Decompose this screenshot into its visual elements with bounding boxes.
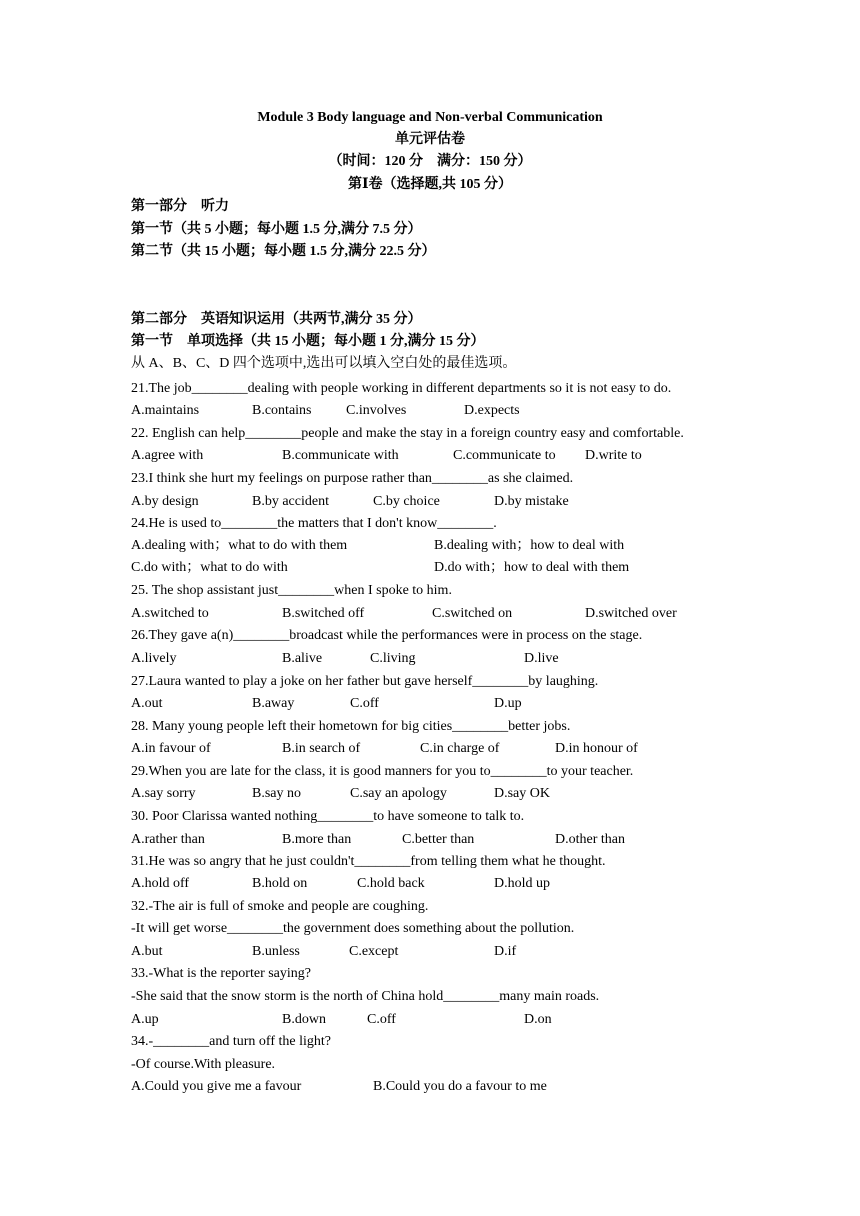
- option-b: B.switched off: [282, 606, 365, 621]
- option-b: B.hold on: [252, 876, 308, 891]
- part2-section1-heading: 第一节 单项选择（共 15 小题；每小题 1 分,满分 15 分）: [131, 334, 485, 349]
- option-d: D.say OK: [494, 786, 550, 801]
- option-d: D.on: [524, 1012, 552, 1027]
- question-stem: 31.He was so angry that he just couldn't________from telling them what he thought.: [131, 854, 606, 869]
- option-d: D.do with；how to deal with them: [434, 560, 630, 575]
- instruction-text: 从 A、B、C、D 四个选项中,选出可以填入空白处的最佳选项。: [131, 356, 517, 371]
- part1-section2-heading: 第二节（共 15 小题；每小题 1.5 分,满分 22.5 分）: [131, 244, 436, 259]
- option-a: A.hold off: [131, 876, 190, 891]
- volume-heading: 第Ⅰ卷（选择题,共 105 分）: [347, 177, 513, 192]
- option-d: D.switched over: [585, 606, 677, 621]
- option-c: C.except: [349, 944, 399, 959]
- option-c: C.involves: [346, 403, 407, 418]
- option-c: C.by choice: [373, 494, 440, 509]
- option-b: B.unless: [252, 944, 300, 959]
- question-stem: 26.They gave a(n)________broadcast while the performances were in process on the stage.: [131, 628, 643, 643]
- option-b: B.away: [252, 696, 295, 711]
- option-d: D.other than: [555, 832, 625, 847]
- option-c: C.in charge of: [420, 741, 500, 756]
- option-c: C.off: [350, 696, 379, 711]
- question-stem: 34.-________and turn off the light?: [131, 1034, 331, 1049]
- option-a: A.switched to: [131, 606, 209, 621]
- option-d: D.hold up: [494, 876, 550, 891]
- option-d: D.write to: [585, 448, 642, 463]
- option-b: B.say no: [252, 786, 301, 801]
- option-d: D.by mistake: [494, 494, 569, 509]
- option-b: B.by accident: [252, 494, 329, 509]
- question-stem: 28. Many young people left their hometown for big cities________better jobs.: [131, 719, 571, 734]
- option-d: D.up: [494, 696, 522, 711]
- option-b: B.contains: [252, 403, 312, 418]
- option-a: A.rather than: [131, 832, 205, 847]
- option-b: B.alive: [282, 651, 323, 666]
- option-b: B.down: [282, 1012, 326, 1027]
- option-a: A.in favour of: [131, 741, 211, 756]
- option-c: C.communicate to: [453, 448, 556, 463]
- option-a: A.say sorry: [131, 786, 196, 801]
- question-stem: 30. Poor Clarissa wanted nothing________to have someone to talk to.: [131, 809, 525, 824]
- part1-heading: 第一部分 听力: [131, 199, 229, 214]
- time-info: （时间：120 分 满分：150 分）: [328, 154, 532, 169]
- option-a: A.up: [131, 1012, 159, 1027]
- option-a: A.out: [131, 696, 163, 711]
- question-stem: 22. English can help________people and make the stay in a foreign country easy and comfortable.: [131, 426, 684, 441]
- document-subtitle: 单元评估卷: [395, 132, 465, 147]
- question-stem: 33.-What is the reporter saying?: [131, 966, 311, 981]
- option-b: B.dealing with；how to deal with: [434, 538, 625, 553]
- option-a: A.but: [131, 944, 163, 959]
- question-stem-line2: -She said that the snow storm is the north of China hold________many main roads.: [131, 989, 600, 1004]
- question-stem: 27.Laura wanted to play a joke on her father but gave herself________by laughing.: [131, 674, 599, 689]
- option-c: C.living: [370, 651, 416, 666]
- question-stem: 21.The job________dealing with people working in different departments so it is not easy to do.: [131, 381, 672, 396]
- option-d: D.if: [494, 944, 517, 959]
- option-b: B.Could you do a favour to me: [373, 1079, 547, 1094]
- question-stem: 23.I think she hurt my feelings on purpose rather than________as she claimed.: [131, 471, 574, 486]
- question-stem-line2: -It will get worse________the government does something about the pollution.: [131, 921, 575, 936]
- option-c: C.better than: [402, 832, 475, 847]
- option-a: A.maintains: [131, 403, 200, 418]
- question-stem: 25. The shop assistant just________when I spoke to him.: [131, 583, 452, 598]
- option-c: C.say an apology: [350, 786, 447, 801]
- option-b: B.more than: [282, 832, 352, 847]
- option-b: B.in search of: [282, 741, 361, 756]
- option-d: D.live: [524, 651, 559, 666]
- option-a: A.agree with: [131, 448, 204, 463]
- question-stem: 32.-The air is full of smoke and people are coughing.: [131, 899, 429, 914]
- document-title: Module 3 Body language and Non-verbal Communication: [257, 110, 603, 125]
- part2-heading: 第二部分 英语知识运用（共两节,满分 35 分）: [131, 312, 422, 327]
- option-b: B.communicate with: [282, 448, 399, 463]
- option-a: A.lively: [131, 651, 177, 666]
- question-stem-line2: -Of course.With pleasure.: [131, 1057, 276, 1072]
- option-d: D.in honour of: [555, 741, 638, 756]
- option-a: A.by design: [131, 494, 199, 509]
- option-a: A.Could you give me a favour: [131, 1079, 302, 1094]
- part1-section1-heading: 第一节（共 5 小题；每小题 1.5 分,满分 7.5 分）: [131, 222, 422, 237]
- option-c: C.do with；what to do with: [131, 560, 288, 575]
- question-stem: 29.When you are late for the class, it is good manners for you to________to your teacher.: [131, 764, 634, 779]
- option-c: C.switched on: [432, 606, 513, 621]
- option-a: A.dealing with；what to do with them: [131, 538, 348, 553]
- option-d: D.expects: [464, 403, 520, 418]
- question-stem: 24.He is used to________the matters that I don't know________.: [131, 516, 497, 531]
- option-c: C.off: [367, 1012, 396, 1027]
- option-c: C.hold back: [357, 876, 425, 891]
